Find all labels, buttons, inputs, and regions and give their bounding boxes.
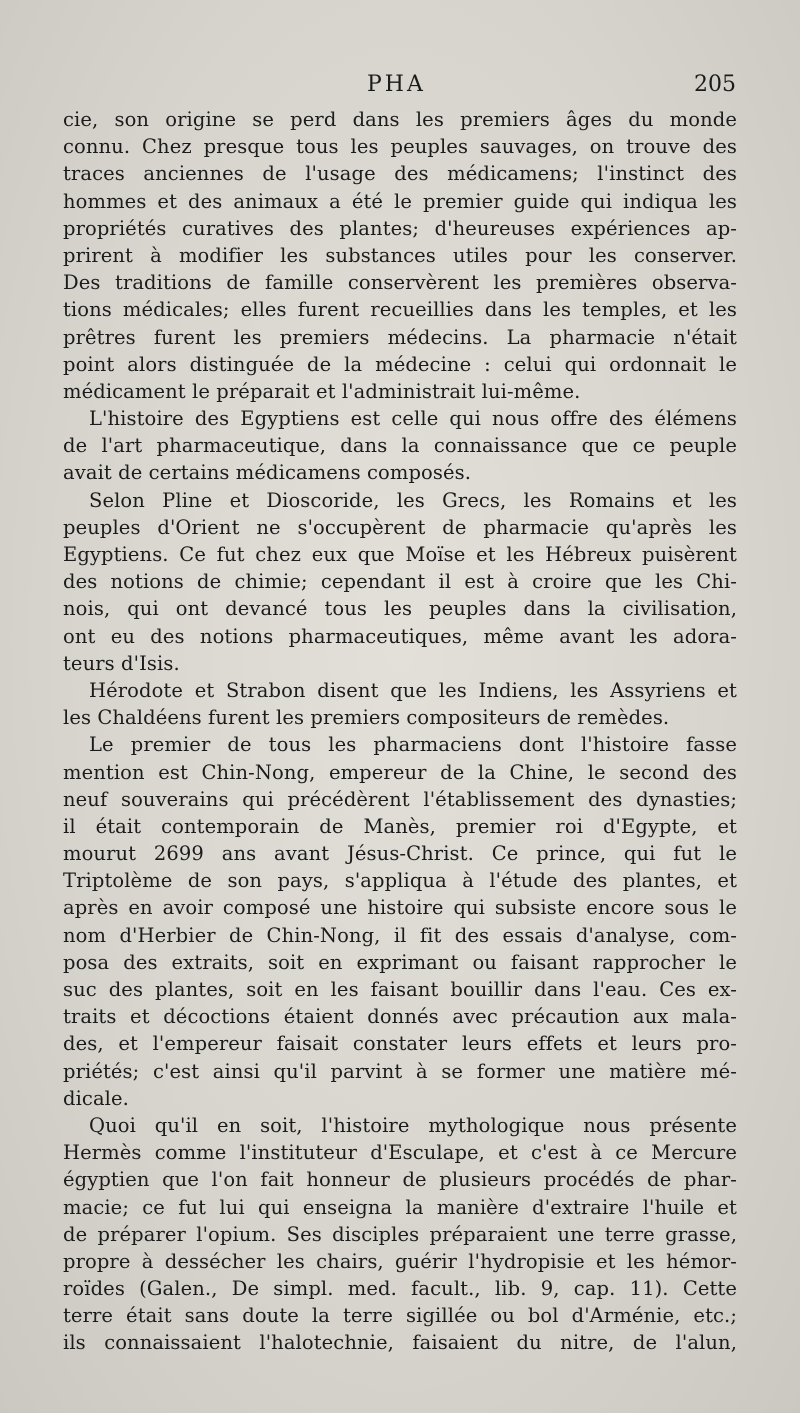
text-line: mention est Chin-Nong, empereur de la Chine, le second des — [63, 760, 737, 784]
text-line: nom d'Herbier de Chin-Nong, il fit des essais d'analyse, com- — [63, 923, 737, 947]
text-line: L'histoire des Egyptiens est celle qui nous offre des élémens — [89, 407, 737, 431]
text-line: macie; ce fut lui qui enseigna la manière d'extraire l'huile et — [63, 1195, 737, 1219]
text-line: priétés; c'est ainsi qu'il parvint à se former une matière mé- — [63, 1059, 737, 1083]
text-line: Des traditions de famille conservèrent les premières observa- — [63, 271, 737, 295]
text-line: Le premier de tous les pharmaciens dont l'histoire fasse — [89, 733, 737, 757]
text-line: hommes et des animaux a été le premier guide qui indiqua les — [63, 189, 737, 213]
text-line: Hermès comme l'instituteur d'Esculape, et c'est à ce Mercure — [63, 1141, 737, 1165]
text-line: ils connaissaient l'halotechnie, faisaient du nitre, de l'alun, — [63, 1331, 737, 1355]
text-line: tions médicales; elles furent recueillies dans les temples, et les — [63, 298, 737, 322]
text-line: peuples d'Orient ne s'occupèrent de pharmacie qu'après les — [63, 515, 737, 539]
text-line: nois, qui ont devancé tous les peuples dans la civilisation, — [63, 597, 737, 621]
text-line: roïdes (Galen., De simpl. med. facult., lib. 9, cap. 11). Cette — [63, 1277, 737, 1301]
text-line: dicale. — [63, 1086, 129, 1110]
running-head: PHA — [367, 72, 426, 97]
text-line: terre était sans doute la terre sigillée ou bol d'Arménie, etc.; — [63, 1304, 737, 1328]
text-line: posa des extraits, soit en exprimant ou faisant rapprocher le — [63, 950, 737, 974]
text-line: de préparer l'opium. Ses disciples préparaient une terre grasse, — [63, 1222, 737, 1246]
text-line: connu. Chez presque tous les peuples sauvages, on trouve des — [63, 135, 737, 159]
text-line: des, et l'empereur faisait constater leurs effets et leurs pro- — [63, 1032, 737, 1056]
text-line: de l'art pharmaceutique, dans la connaissance que ce peuple — [63, 434, 737, 458]
text-line: prirent à modifier les substances utiles pour les conserver. — [63, 243, 737, 267]
text-line: avait de certains médicamens composés. — [63, 461, 472, 485]
text-line: cie, son origine se perd dans les premiers âges du monde — [63, 108, 737, 131]
text-line: il était contemporain de Manès, premier roi d'Egypte, et — [63, 814, 737, 838]
page-number: 205 — [694, 72, 736, 97]
text-line: prêtres furent les premiers médecins. La pharmacie n'était — [63, 325, 737, 349]
text-line: traces anciennes de l'usage des médicamens; l'instinct des — [63, 162, 737, 186]
text-line: égyptien que l'on fait honneur de plusieurs procédés de phar- — [63, 1168, 737, 1192]
text-line: mourut 2699 ans avant Jésus-Christ. Ce prince, qui fut le — [63, 842, 737, 866]
text-line: propriétés curatives des plantes; d'heureuses expériences ap- — [63, 216, 737, 240]
body-text — [63, 106, 737, 1357]
text-line: point alors distinguée de la médecine : celui qui ordonnait le — [63, 352, 737, 376]
text-line: teurs d'Isis. — [63, 651, 180, 675]
text-line: les Chaldéens furent les premiers compositeurs de remèdes. — [63, 706, 670, 730]
text-line: Triptolème de son pays, s'appliqua à l'étude des plantes, et — [63, 869, 737, 893]
text-line: traits et décoctions étaient donnés avec précaution aux mala- — [63, 1005, 737, 1029]
text-line: ont eu des notions pharmaceutiques, même avant les adora- — [63, 624, 737, 648]
text-line: après en avoir composé une histoire qui subsiste encore sous le — [63, 896, 737, 920]
text-line: médicament le préparait et l'administrait lui-même. — [63, 379, 581, 403]
page-header — [62, 72, 738, 102]
text-line: neuf souverains qui précédèrent l'établissement des dynasties; — [63, 787, 737, 811]
text-line: suc des plantes, soit en les faisant bouillir dans l'eau. Ces ex- — [63, 978, 737, 1001]
text-line: propre à dessécher les chairs, guérir l'hydropisie et les hémor- — [63, 1249, 737, 1273]
text-line: Selon Pline et Dioscoride, les Grecs, les Romains et les — [89, 488, 737, 512]
text-line: Egyptiens. Ce fut chez eux que Moïse et les Hébreux puisèrent — [63, 543, 737, 566]
text-line: Quoi qu'il en soit, l'histoire mythologique nous présente — [89, 1113, 737, 1137]
text-line: des notions de chimie; cependant il est à croire que les Chi- — [63, 570, 737, 594]
text-line: Hérodote et Strabon disent que les Indiens, les Assyriens et — [89, 678, 737, 702]
